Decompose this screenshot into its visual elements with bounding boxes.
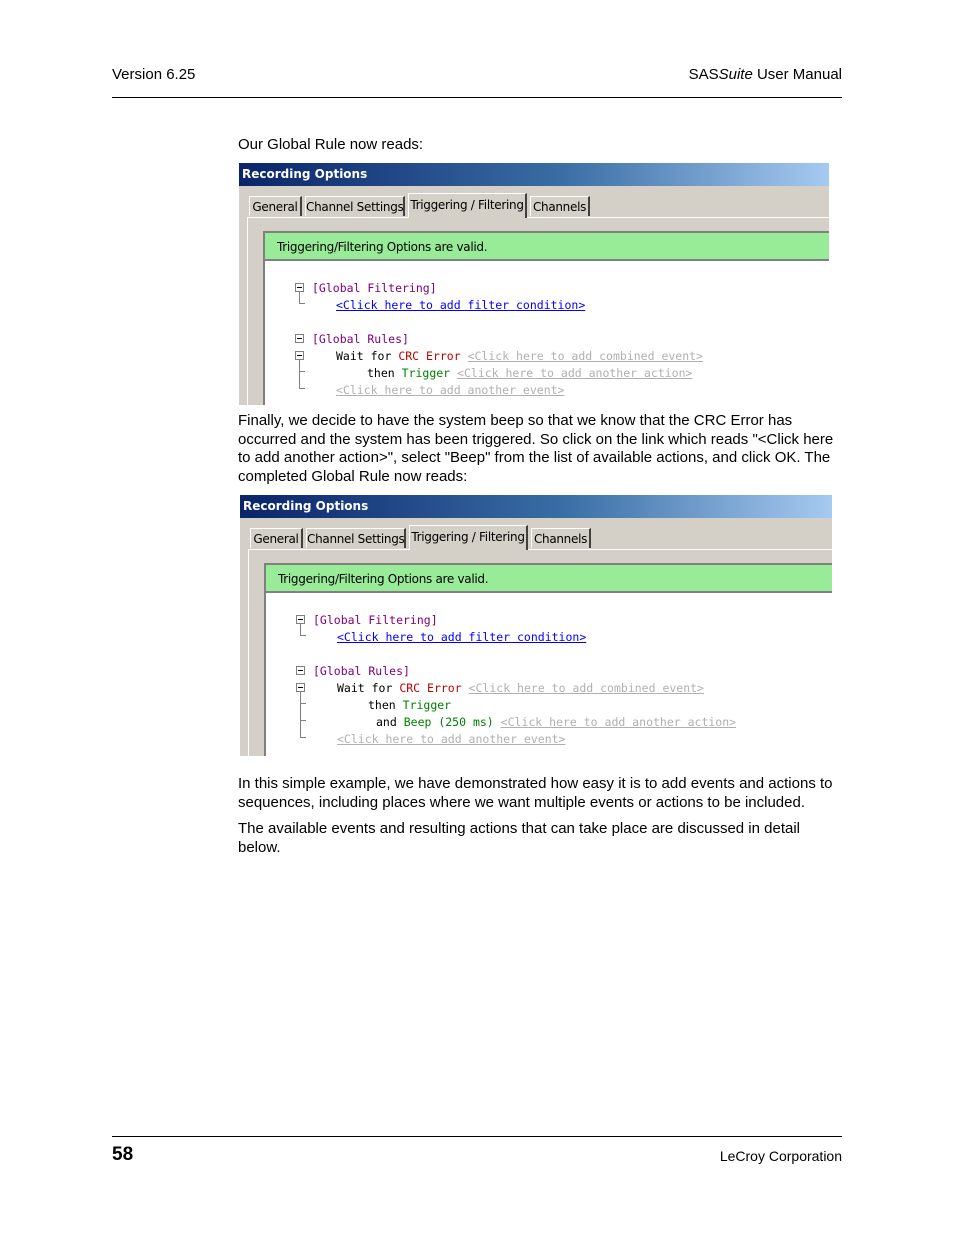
tab-channels[interactable]: Channels bbox=[531, 528, 591, 548]
collapse-icon[interactable] bbox=[295, 283, 304, 292]
collapse-icon[interactable] bbox=[296, 683, 305, 692]
global-filtering-label: [Global Filtering] bbox=[312, 281, 437, 295]
header-manual-title: SASSuite User Manual bbox=[688, 66, 842, 83]
rule-editor bbox=[264, 563, 832, 756]
tree-line bbox=[299, 388, 305, 389]
wait-for-line: Wait for CRC Error <Click here to add combined event> bbox=[336, 349, 703, 363]
collapse-icon[interactable] bbox=[296, 615, 305, 624]
trigger-action[interactable]: Trigger bbox=[402, 698, 452, 712]
page-number: 58 bbox=[112, 1144, 134, 1165]
tree-line bbox=[300, 635, 306, 636]
add-combined-event-link[interactable]: <Click here to add combined event> bbox=[468, 681, 704, 695]
add-event-link[interactable]: <Click here to add another event> bbox=[336, 383, 565, 397]
footer-rule bbox=[112, 1136, 842, 1137]
add-action-link[interactable]: <Click here to add another action> bbox=[457, 366, 693, 380]
then-line: then Trigger bbox=[368, 698, 452, 712]
add-filter-link[interactable]: <Click here to add filter condition> bbox=[337, 630, 587, 644]
tree-line bbox=[300, 737, 306, 738]
tree-line bbox=[299, 303, 305, 304]
dialog-title: Recording Options bbox=[239, 163, 829, 186]
beep-action[interactable]: Beep (250 ms) bbox=[403, 715, 494, 729]
paragraph-available-events: The available events and resulting actions that can take place are discussed in detail below. bbox=[238, 820, 801, 856]
then-line: then Trigger <Click here to add another action> bbox=[367, 366, 693, 380]
header-rule bbox=[112, 97, 842, 98]
tree-line bbox=[300, 692, 301, 737]
and-line: and Beep (250 ms) <Click here to add another action> bbox=[376, 715, 737, 729]
global-filtering-label: [Global Filtering] bbox=[313, 613, 438, 627]
recording-options-screenshot-2 bbox=[240, 494, 832, 756]
add-event-link[interactable]: <Click here to add another event> bbox=[337, 732, 566, 746]
tree-line bbox=[300, 703, 306, 704]
tab-channel-settings[interactable]: Channel Settings bbox=[305, 196, 405, 216]
tab-general[interactable]: General bbox=[249, 196, 302, 216]
collapse-icon[interactable] bbox=[295, 334, 304, 343]
add-combined-event-link[interactable]: <Click here to add combined event> bbox=[467, 349, 703, 363]
tab-channel-settings[interactable]: Channel Settings bbox=[306, 528, 406, 548]
wait-for-line: Wait for CRC Error <Click here to add combined event> bbox=[337, 681, 704, 695]
paragraph-summary: In this simple example, we have demonstrated how easy it is to add events and actions to sequences, including places where we want multiple events or actions to be included. bbox=[238, 775, 833, 811]
tree-line bbox=[299, 292, 300, 303]
tree-line bbox=[300, 624, 301, 635]
tab-general[interactable]: General bbox=[250, 528, 303, 548]
tree-line bbox=[300, 720, 306, 721]
add-action-link[interactable]: <Click here to add another action> bbox=[500, 715, 737, 729]
status-bar: Triggering/Filtering Options are valid. bbox=[266, 565, 832, 593]
footer-company: LeCroy Corporation bbox=[719, 1148, 842, 1164]
crc-error-event[interactable]: CRC Error bbox=[399, 681, 462, 695]
collapse-icon[interactable] bbox=[296, 666, 305, 675]
header-version: Version 6.25 bbox=[112, 66, 196, 83]
tab-channels[interactable]: Channels bbox=[530, 196, 590, 216]
global-rules-label: [Global Rules] bbox=[313, 664, 410, 678]
add-filter-link[interactable]: <Click here to add filter condition> bbox=[336, 298, 586, 312]
tree-line bbox=[299, 371, 305, 372]
crc-error-event[interactable]: CRC Error bbox=[398, 349, 461, 363]
status-bar: Triggering/Filtering Options are valid. bbox=[265, 233, 829, 261]
tree-line bbox=[299, 360, 300, 388]
dialog-title: Recording Options bbox=[240, 495, 832, 518]
recording-options-screenshot-1 bbox=[239, 162, 829, 405]
tab-triggering-filtering[interactable]: Triggering / Filtering bbox=[409, 525, 528, 550]
collapse-icon[interactable] bbox=[295, 351, 304, 360]
paragraph-beep-instructions: Finally, we decide to have the system beep so that we know that the CRC Error has occurred and the system has been triggered. So click on the link which reads "<Click here to add another action>", select "Beep" from the list of available actions, and click OK. The completed Global Rule now reads: bbox=[238, 412, 834, 485]
trigger-action[interactable]: Trigger bbox=[401, 366, 451, 380]
rule-editor bbox=[263, 231, 829, 405]
paragraph-intro: Our Global Rule now reads: bbox=[238, 136, 424, 153]
global-rules-label: [Global Rules] bbox=[312, 332, 409, 346]
tab-triggering-filtering[interactable]: Triggering / Filtering bbox=[408, 193, 527, 218]
